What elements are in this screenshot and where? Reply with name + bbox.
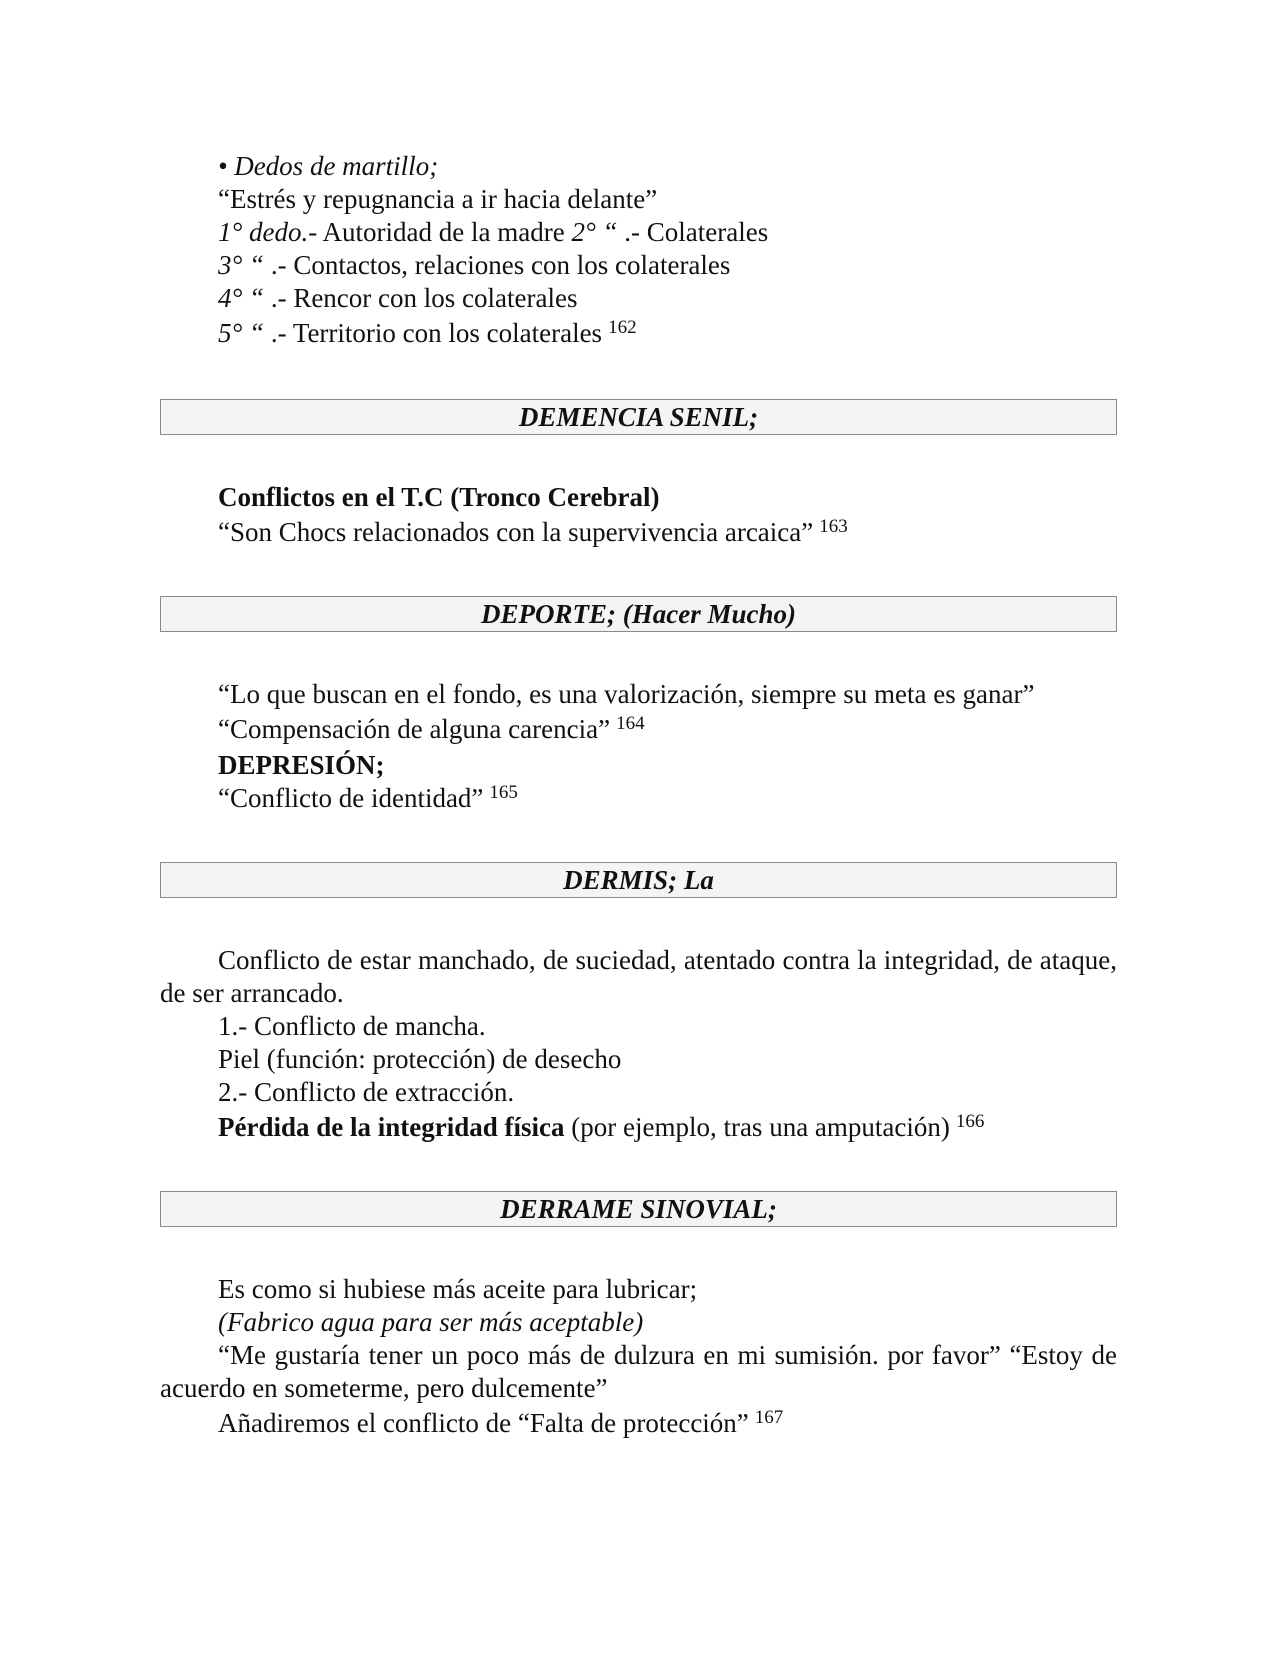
finger-4-label: 4° “ xyxy=(218,283,271,313)
quote-text: “Compensación de alguna carencia” xyxy=(218,714,611,744)
finger-2-text: .- Colaterales xyxy=(624,217,769,247)
quote-line xyxy=(160,516,1117,552)
body-line-italic: (Fabrico agua para ser más aceptable) xyxy=(218,1307,644,1337)
section-title-depresion: DEPRESIÓN; xyxy=(218,750,385,780)
finger-4-text: .- Rencor con los colaterales xyxy=(270,283,578,313)
document-page xyxy=(160,150,1117,1443)
footnote-ref: 165 xyxy=(489,782,518,803)
quote-line: “Lo que buscan en el fondo, es una valorización, siempre su meta es ganar” xyxy=(218,679,1035,709)
section-heading-derrame: DERRAME SINOVIAL; xyxy=(160,1191,1117,1227)
finger-2-label: 2° “ xyxy=(571,217,625,247)
footnote-ref: 163 xyxy=(819,516,848,537)
bold-term: Pérdida de la integridad física xyxy=(218,1112,565,1142)
body-line xyxy=(160,1407,1117,1443)
detail-text: (por ejemplo, tras una amputación) xyxy=(564,1112,950,1142)
quote-text: “Conflicto de identidad” xyxy=(218,783,484,813)
section-heading-demencia: DEMENCIA SENIL; xyxy=(160,399,1117,435)
section-subtitle: Conflictos en el T.C (Tronco Cerebral) xyxy=(218,482,660,512)
body-text: Añadiremos el conflicto de “Falta de protección” xyxy=(218,1408,749,1438)
footnote-ref: 164 xyxy=(616,713,645,734)
finger-1-text: - Autoridad de la madre xyxy=(308,217,572,247)
bullet-title: • Dedos de martillo; xyxy=(218,151,439,181)
quote-line xyxy=(160,782,1117,818)
finger-5-line xyxy=(160,317,1117,353)
finger-5-label: 5° “ xyxy=(218,318,271,348)
list-item-detail xyxy=(160,1111,1117,1147)
finger-1-label: 1° dedo. xyxy=(218,217,309,247)
body-line: Es como si hubiese más aceite para lubricar; xyxy=(218,1274,698,1304)
finger-3-line xyxy=(160,249,1117,282)
list-item-detail: Piel (función: protección) de desecho xyxy=(218,1044,622,1074)
dermis-paragraph: Conflicto de estar manchado, de suciedad, atentado contra la integridad, de ataque, de ser arrancado. xyxy=(160,945,1117,1008)
footnote-ref: 166 xyxy=(955,1111,985,1132)
finger-4-line xyxy=(160,282,1117,315)
finger-5-text: .- Territorio con los colaterales xyxy=(270,318,603,348)
list-item: 2.- Conflicto de extracción. xyxy=(218,1077,515,1107)
finger-3-text: .- Contactos, relaciones con los colaterales xyxy=(270,250,731,280)
quote-line xyxy=(160,713,1117,749)
section-heading-dermis: DERMIS; La xyxy=(160,862,1117,898)
footnote-ref: 162 xyxy=(608,317,637,338)
footnote-ref: 167 xyxy=(754,1407,784,1428)
finger-1-line xyxy=(160,216,1117,249)
quote-line: “Estrés y repugnancia a ir hacia delante” xyxy=(218,184,658,214)
derrame-paragraph: “Me gustaría tener un poco más de dulzura en mi sumisión. por favor” “Estoy de acuerdo en someterme, pero dulcemente” xyxy=(160,1340,1117,1403)
quote-text: “Son Chocs relacionados con la supervivencia arcaica” xyxy=(218,517,814,547)
finger-3-label: 3° “ xyxy=(218,250,271,280)
section-heading-deporte: DEPORTE; (Hacer Mucho) xyxy=(160,596,1117,632)
list-item: 1.- Conflicto de mancha. xyxy=(218,1011,486,1041)
